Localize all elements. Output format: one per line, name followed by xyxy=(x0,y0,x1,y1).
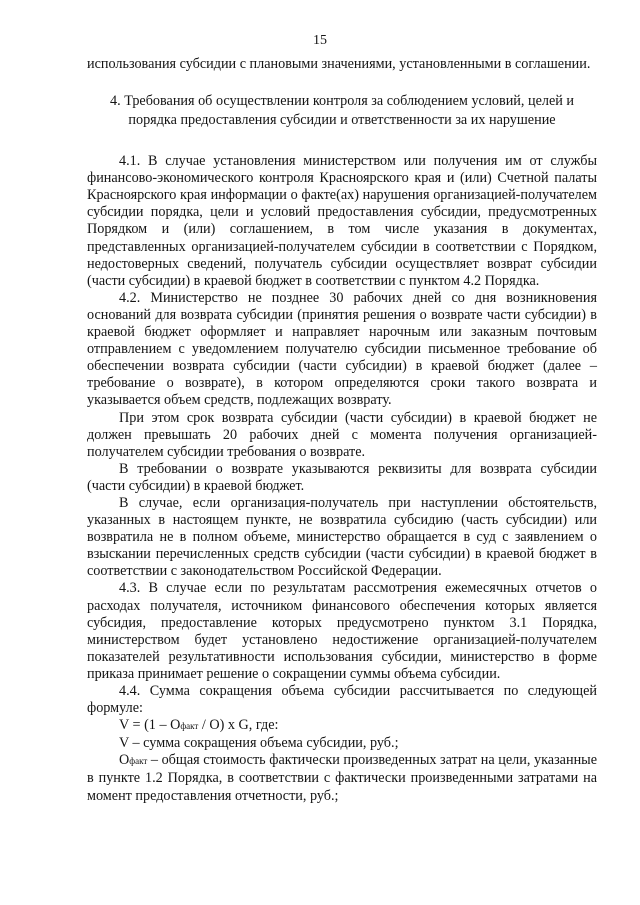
paragraph-court-claim: В случае, если организация-получатель при наступлении обстоятельств, указанных в настоящем пункте, не возвратила субсидию (часть субсидии) или возвратила не в полном объеме, министерство обращается в суд с заявлением о взыскании перечисленных средств субсидии (части субсидии) в краевой бюджет в соответствии с законодательством Российской Федерации. xyxy=(87,494,597,580)
reduction-formula xyxy=(87,717,597,735)
continuation-paragraph: использования субсидии с плановыми значениями, установленными в соглашении. xyxy=(87,56,591,72)
definition-v: V – сумма сокращения объема субсидии, руб.; xyxy=(119,735,399,752)
section-heading: 4. Требования об осуществлении контроля за соблюдением условий, целей и порядка предоставления субсидии и ответственности за их нарушение xyxy=(110,93,574,129)
formula-subscript: факт xyxy=(180,721,199,732)
ofakt-text: – общая стоимость фактически произведенных затрат на цели, указанные в пункте 1.2 Порядка, в соответствии с фактически произведенными затратами на момент предоставления отчетности, руб.; xyxy=(87,752,597,804)
page-number: 15 xyxy=(313,33,327,48)
paragraph-4-4: 4.4. Сумма сокращения объема субсидии рассчитывается по следующей формуле: xyxy=(87,683,597,717)
formula-part-2: / O) x G, где: xyxy=(198,717,279,734)
paragraph-return-requisites: В требовании о возврате указываются реквизиты для возврата субсидии (части субсидии) в краевой бюджет. xyxy=(87,460,597,494)
definition-ofakt xyxy=(87,752,597,804)
paragraph-4-2: 4.2. Министерство не позднее 30 рабочих дней со дня возникновения оснований для возврата субсидии (принятия решения о возврате части субсидии) в краевой бюджет оформляет и направляет нарочным или заказным почтовым отправлением с уведомлением получателю субсидии письменное требование об обеспечении возврата субсидии (части субсидии) в краевой бюджет (далее – требование о возврате), в котором определяются сроки такого возврата и указывается объем средств, подлежащих возврату. xyxy=(87,289,597,409)
paragraph-4-3: 4.3. В случае если по результатам рассмотрения ежемесячных отчетов о расходах получателя, источником финансового обеспечения которых является субсидия, предоставление которых предусмотрено пунктом 3.1 Порядка, министерством будет установлено недостижение организацией-получателем показателей результативности использования субсидии, министерство в форме приказа принимает решение о сокращении суммы объема субсидии. xyxy=(87,580,597,682)
paragraph-4-1: 4.1. В случае установления министерством или получения им от службы финансово-экономического контроля Красноярского края и (или) Счетной палаты Красноярского края информации о факте(ах) нарушения организацией-получателем субсидии порядка, цели и условий предоставления субсидии, предусмотренных Порядком и (или) соглашением, в том числе указания в документах, представленных организацией-получателем субсидии в соответствии с Порядком, недостоверных сведений, получатель субсидии осуществляет возврат субсидии (части субсидии) в краевой бюджет в соответствии с пунктом 4.2 Порядка. xyxy=(87,153,597,289)
paragraph-return-term: При этом срок возврата субсидии (части субсидии) в краевой бюджет не должен превышать 20 рабочих дней с момента получения организацией-получателем субсидии требования о возврате. xyxy=(87,409,597,460)
formula-part-1: V = (1 – O xyxy=(119,717,181,734)
ofakt-subscript: факт xyxy=(129,756,148,767)
document-body xyxy=(87,56,597,805)
ofakt-symbol: O xyxy=(119,752,130,769)
